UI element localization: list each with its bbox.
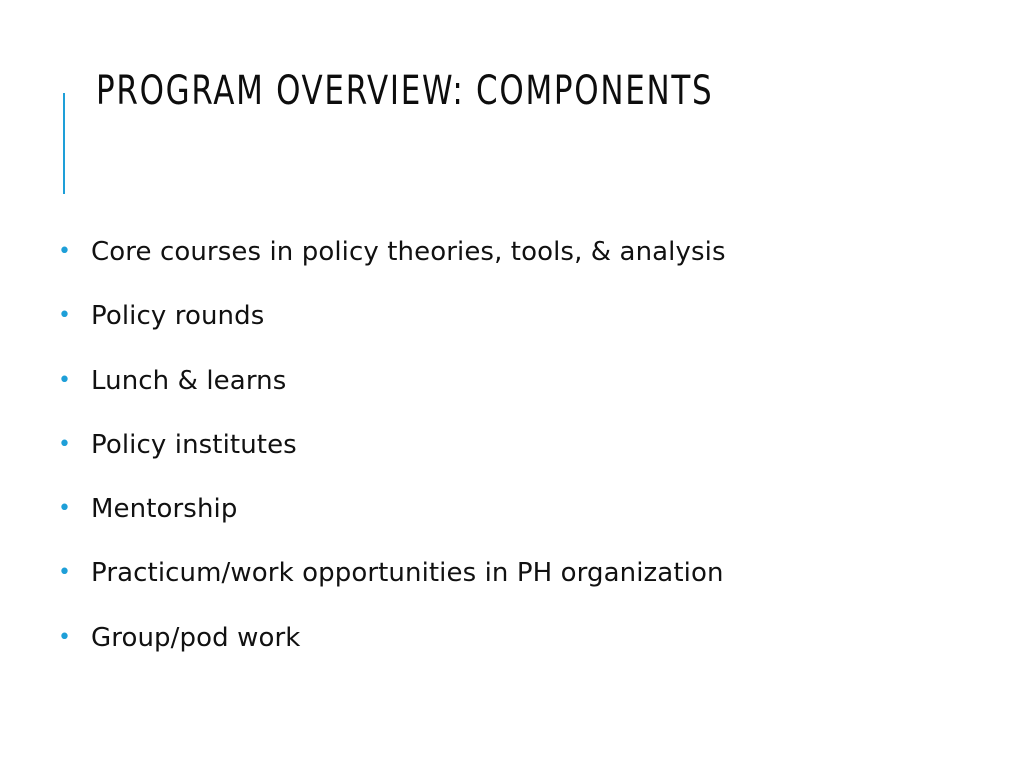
slide-title: PROGRAM OVERVIEW: COMPONENTS [96, 68, 714, 114]
list-item [58, 359, 958, 423]
bullet-icon: • [58, 239, 71, 264]
list-item-text: Group/pod work [91, 622, 301, 653]
list-item [58, 487, 958, 551]
bullet-icon: • [58, 431, 71, 457]
bullet-list [58, 230, 958, 680]
bullet-icon: • [58, 560, 71, 586]
list-item-text: Lunch & learns [91, 365, 287, 396]
bullet-icon: • [58, 624, 71, 650]
bullet-icon: • [58, 496, 71, 522]
title-accent-bar [63, 93, 65, 194]
list-item [58, 616, 958, 680]
list-item-text: Practicum/work opportunities in PH organization [91, 558, 724, 589]
bullet-icon: • [58, 367, 71, 393]
bullet-icon: • [58, 303, 71, 329]
list-item-text: Policy institutes [91, 429, 297, 460]
list-item-text: Core courses in policy theories, tools, & analysis [91, 237, 726, 267]
list-item [58, 230, 958, 294]
list-item-text: Mentorship [91, 494, 238, 525]
list-item [58, 551, 958, 615]
list-item [58, 294, 958, 358]
list-item-text: Policy rounds [91, 301, 265, 332]
list-item [58, 423, 958, 487]
